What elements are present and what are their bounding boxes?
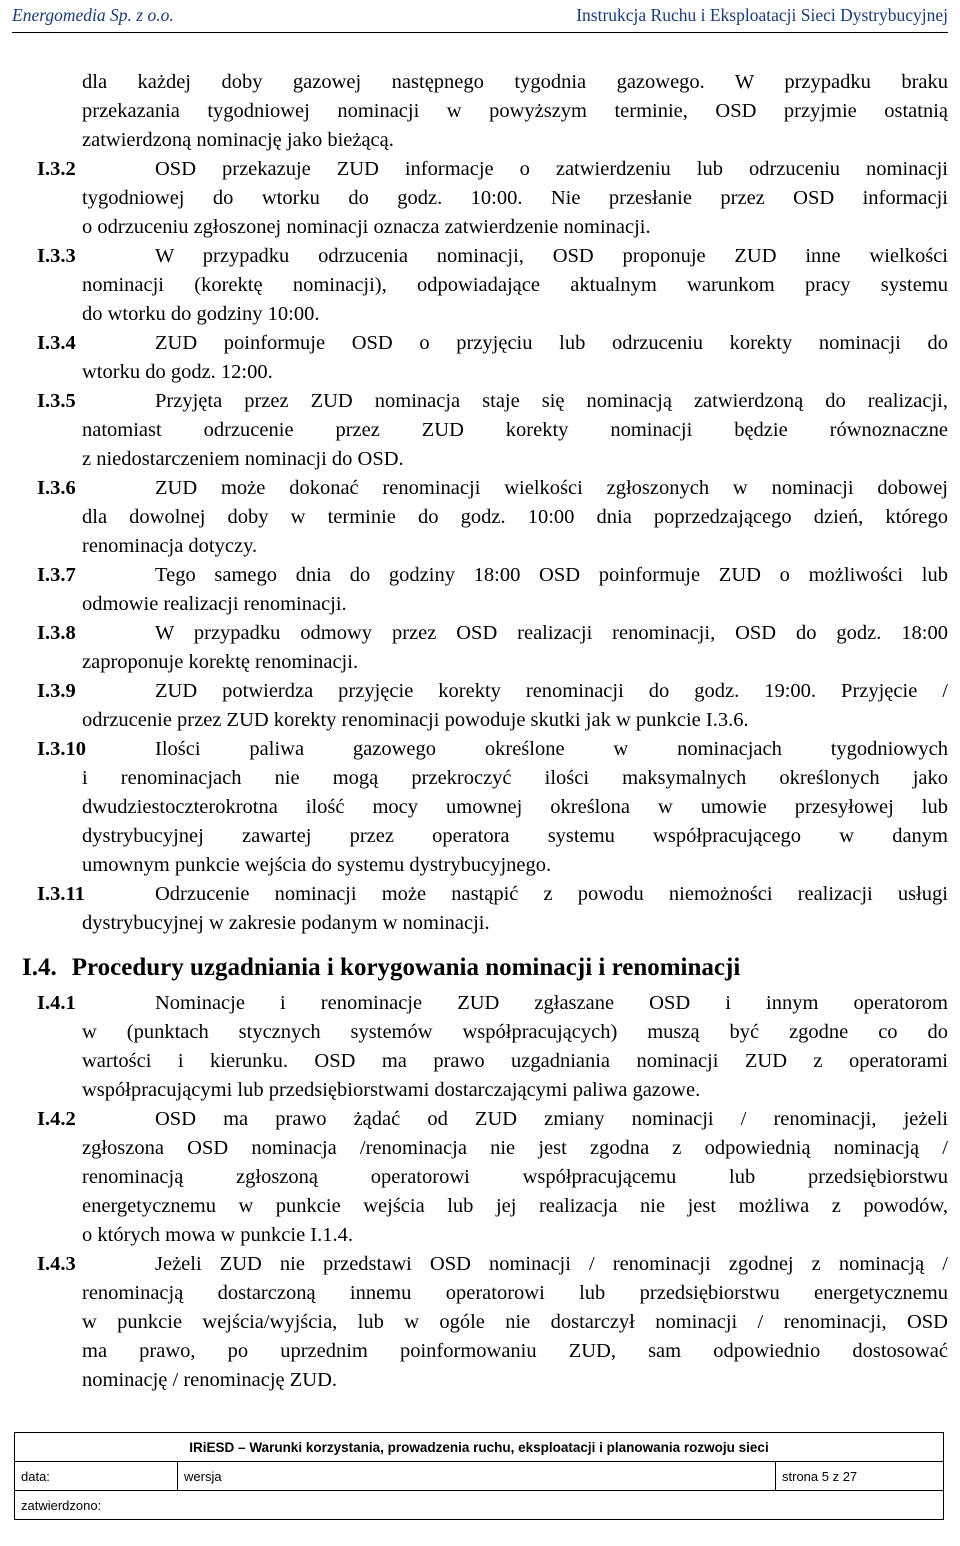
intro-line: przekazania tygodniowej nominacji w powyższym terminie, OSD przyjmie ostatnią — [82, 100, 948, 122]
paragraph-number: I.3.7 — [37, 564, 76, 586]
paragraph-line: OSD przekazuje ZUD informacje o zatwierdzeniu lub odrzuceniu nominacji — [155, 158, 948, 180]
footer-table — [14, 1432, 944, 1520]
document-title: Instrukcja Ruchu i Eksploatacji Sieci Dystrybucyjnej — [576, 5, 948, 25]
paragraph-line: dla dowolnej doby w terminie do godz. 10:00 dnia poprzedzającego dzień, którego — [82, 506, 948, 528]
paragraph-line: o których mowa w punkcie I.1.4. — [82, 1224, 353, 1246]
paragraph-line: do wtorku do godziny 10:00. — [82, 303, 320, 325]
section-number: I.4. — [22, 954, 57, 981]
footer-page-number: strona 5 z 27 — [776, 1462, 944, 1491]
paragraph-line: Przyjęta przez ZUD nominacja staje się nominacją zatwierdzoną do realizacji, — [155, 390, 948, 412]
paragraph-line: współpracującymi lub przedsiębiorstwami dostarczającymi paliwa gazowe. — [82, 1079, 701, 1101]
paragraph-line: dystrybucyjnej zawartej przez operatora systemu współpracującego w danym — [82, 825, 948, 847]
paragraph-number: I.4.2 — [37, 1108, 76, 1130]
paragraph-line: W przypadku odrzucenia nominacji, OSD proponuje ZUD inne wielkości — [155, 245, 948, 267]
paragraph-line: nominacji (korektę nominacji), odpowiadające aktualnym warunkom pracy systemu — [82, 274, 948, 296]
paragraph-number: I.3.11 — [37, 883, 85, 905]
section-title: Procedury uzgadniania i korygowania nominacji i renominacji — [71, 954, 741, 981]
paragraph-line: w punkcie wejścia/wyjścia, lub w ogóle nie dostarczył nominacji / renominacji, OSD — [82, 1311, 948, 1333]
paragraph-line: i renominacjach nie mogą przekroczyć ilości maksymalnych określonych jako — [82, 767, 948, 789]
paragraph-number: I.3.4 — [37, 332, 76, 354]
paragraph-line: Odrzucenie nominacji może nastąpić z powodu niemożności realizacji usługi — [155, 883, 948, 905]
paragraph-line: dystrybucyjnej w zakresie podanym w nominacji. — [82, 912, 490, 934]
paragraph-line: Ilości paliwa gazowego określone w nominacjach tygodniowych — [155, 738, 948, 760]
paragraph-line: Jeżeli ZUD nie przedstawi OSD nominacji / renominacji zgodnej z nominacją / — [155, 1253, 948, 1275]
paragraph-line: Tego samego dnia do godziny 18:00 OSD poinformuje ZUD o możliwości lub — [155, 564, 948, 586]
paragraph-line: zgłoszona OSD nominacja /renominacja nie jest zgodna z odpowiednią nominacją / — [82, 1137, 948, 1159]
section-heading — [22, 953, 740, 983]
page-header — [0, 0, 960, 40]
header-rule — [12, 32, 948, 33]
footer-title: IRiESD – Warunki korzystania, prowadzenia ruchu, eksploatacji i planowania rozwoju sieci — [15, 1433, 944, 1462]
paragraph-line: zaproponuje korektę renominacji. — [82, 651, 359, 673]
paragraph-number: I.4.3 — [37, 1253, 76, 1275]
paragraph-number: I.3.8 — [37, 622, 76, 644]
paragraph-line: odrzucenie przez ZUD korekty renominacji powoduje skutki jak w punkcie I.3.6. — [82, 709, 749, 731]
intro-line: zatwierdzoną nominację jako bieżącą. — [82, 129, 394, 151]
paragraph-line: tygodniowej do wtorku do godz. 10:00. Nie przesłanie przez OSD informacji — [82, 187, 948, 209]
paragraph-line: natomiast odrzucenie przez ZUD korekty nominacji będzie równoznaczne — [82, 419, 948, 441]
paragraph-line: o odrzuceniu zgłoszonej nominacji oznacza zatwierdzenie nominacji. — [82, 216, 651, 238]
paragraph-line: w (punktach stycznych systemów współpracujących) muszą być zgodne co do — [82, 1021, 948, 1043]
paragraph-line: Nominacje i renominacje ZUD zgłaszane OSD i innym operatorom — [155, 992, 948, 1014]
paragraph-number: I.3.5 — [37, 390, 76, 412]
paragraph-line: odmowie realizacji renominacji. — [82, 593, 347, 615]
paragraph-line: W przypadku odmowy przez OSD realizacji renominacji, OSD do godz. 18:00 — [155, 622, 948, 644]
paragraph-line: OSD ma prawo żądać od ZUD zmiany nominacji / renominacji, jeżeli — [155, 1108, 948, 1130]
paragraph-line: ma prawo, po uprzednim poinformowaniu ZUD, sam odpowiednio dostosować — [82, 1340, 948, 1362]
paragraph-line: ZUD może dokonać renominacji wielkości zgłoszonych w nominacji dobowej — [155, 477, 948, 499]
paragraph-line: renominacją dostarczoną innemu operatorowi lub przedsiębiorstwu energetycznemu — [82, 1282, 948, 1304]
paragraph-number: I.3.2 — [37, 158, 76, 180]
paragraph-number: I.3.3 — [37, 245, 76, 267]
paragraph-line: wartości i kierunku. OSD ma prawo uzgadniania nominacji ZUD z operatorami — [82, 1050, 948, 1072]
paragraph-line: energetycznemu w punkcie wejścia lub jej realizacja nie jest możliwa z powodów, — [82, 1195, 948, 1217]
paragraph-number: I.3.9 — [37, 680, 76, 702]
paragraph-line: renominacja dotyczy. — [82, 535, 258, 557]
paragraph-number: I.4.1 — [37, 992, 76, 1014]
paragraph-line: z niedostarczeniem nominacji do OSD. — [82, 448, 404, 470]
footer-approved-label: zatwierdzono: — [15, 1491, 944, 1520]
paragraph-number: I.3.6 — [37, 477, 76, 499]
company-name: Energomedia Sp. z o.o. — [12, 5, 174, 25]
footer-version-label: wersja — [178, 1462, 776, 1491]
paragraph-line: ZUD potwierdza przyjęcie korekty renominacji do godz. 19:00. Przyjęcie / — [155, 680, 948, 702]
paragraph-line: umownym punkcie wejścia do systemu dystrybucyjnego. — [82, 854, 552, 876]
paragraph-line: renominacją zgłoszoną operatorowi współpracującemu lub przedsiębiorstwu — [82, 1166, 948, 1188]
paragraph-line: nominację / renominację ZUD. — [82, 1369, 338, 1391]
paragraph-number: I.3.10 — [37, 738, 86, 760]
paragraph-line: dwudziestoczterokrotna ilość mocy umownej określona w umowie przesyłowej lub — [82, 796, 948, 818]
intro-line: dla każdej doby gazowej następnego tygodnia gazowego. W przypadku braku — [82, 71, 948, 93]
paragraph-line: wtorku do godz. 12:00. — [82, 361, 273, 383]
footer-date-label: data: — [15, 1462, 178, 1491]
paragraph-line: ZUD poinformuje OSD o przyjęciu lub odrzuceniu korekty nominacji do — [155, 332, 948, 354]
